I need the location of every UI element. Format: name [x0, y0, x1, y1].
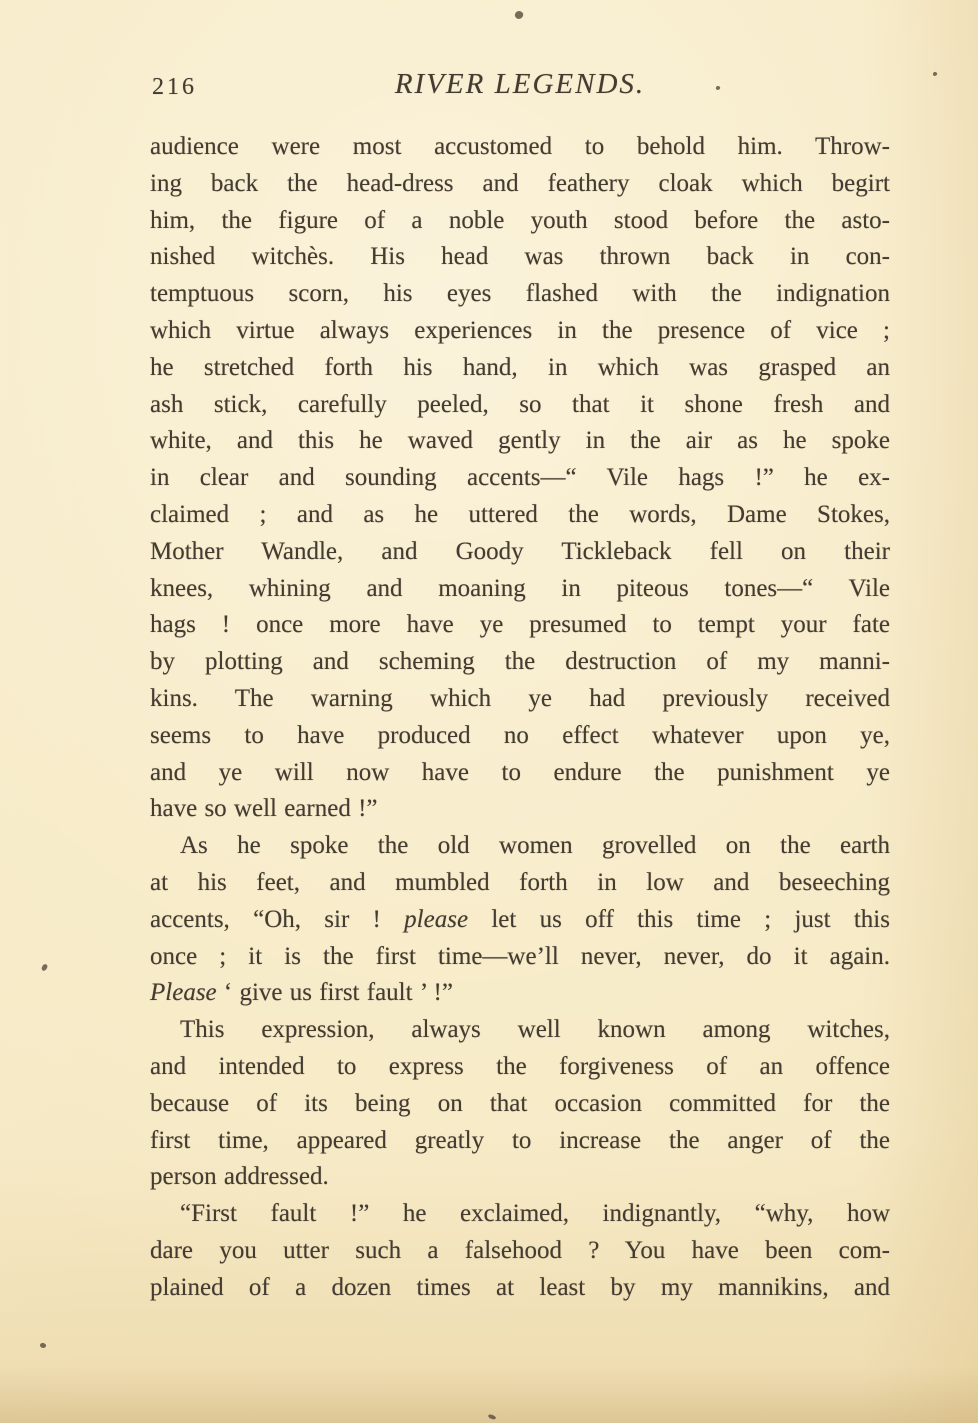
text-line: kins. The warning which ye had previously received: [150, 684, 890, 712]
text-line: As he spoke the old women grovelled on the earth: [180, 832, 890, 860]
text-line: because of its being on that occasion committed for the: [150, 1089, 890, 1117]
text-line: first time, appeared greatly to increase the anger of the: [150, 1126, 890, 1154]
text-line: have so well earned !”: [150, 795, 378, 823]
ink-speck: [39, 1342, 47, 1349]
text-line: and ye will now have to endure the punishment ye: [150, 758, 890, 786]
text-line: person addressed.: [150, 1163, 329, 1191]
text-line: temptuous scorn, his eyes flashed with the indignation: [150, 280, 890, 308]
text-line: ing back the head-dress and feathery cloak which begirt: [150, 169, 890, 197]
page-number: 216: [152, 74, 197, 100]
body-text: [150, 129, 890, 1307]
text-line: audience were most accustomed to behold him. Throw-: [150, 133, 890, 160]
italic-text: please: [404, 905, 469, 933]
text-line: in clear and sounding accents—“ Vile hags !” he ex-: [150, 464, 890, 492]
text-line: accents, “Oh, sir ! please let us off this time ; just this: [150, 905, 890, 933]
text-line: he stretched forth his hand, in which was grasped an: [150, 353, 890, 381]
text-line: dare you utter such a falsehood ? You have been com-: [150, 1236, 890, 1264]
ink-speck: [41, 963, 48, 971]
running-title: RIVER LEGENDS.: [394, 68, 646, 100]
text-line: ash stick, carefully peeled, so that it shone fresh and: [150, 390, 890, 418]
text-line: claimed ; and as he uttered the words, Dame Stokes,: [150, 500, 890, 528]
text-line: Mother Wandle, and Goody Tickleback fell on their: [150, 537, 890, 565]
text-line: plained of a dozen times at least by my mannikins, and: [150, 1273, 890, 1301]
ink-speck: [488, 1413, 497, 1420]
ink-speck: [514, 10, 525, 21]
text-line: seems to have produced no effect whatever upon ye,: [150, 721, 890, 749]
text-line: Please ‘ give us first fault ’ !”: [150, 979, 453, 1007]
text-line: which virtue always experiences in the presence of vice ;: [150, 316, 890, 344]
text-line: him, the figure of a noble youth stood before the asto-: [150, 206, 890, 234]
text-line: white, and this he waved gently in the air as he spoke: [150, 427, 890, 455]
text-line: by plotting and scheming the destruction of my manni-: [150, 648, 890, 676]
running-head: [150, 68, 890, 106]
text-line: knees, whining and moaning in piteous tones—“ Vile: [150, 574, 890, 602]
ink-speck: [932, 71, 937, 76]
text-line: and intended to express the forgiveness of an offence: [150, 1052, 890, 1080]
italic-text: Please: [150, 979, 217, 1007]
text-line: once ; it is the first time—we’ll never, never, do it again.: [150, 942, 890, 970]
text-line: This expression, always well known among witches,: [180, 1016, 890, 1044]
text-line: nished witchès. His head was thrown back in con-: [150, 243, 890, 271]
text-line: “First fault !” he exclaimed, indignantly, “why, how: [180, 1200, 890, 1228]
text-line: at his feet, and mumbled forth in low and beseeching: [150, 868, 890, 896]
text-line: hags ! once more have ye presumed to tempt your fate: [150, 611, 890, 639]
